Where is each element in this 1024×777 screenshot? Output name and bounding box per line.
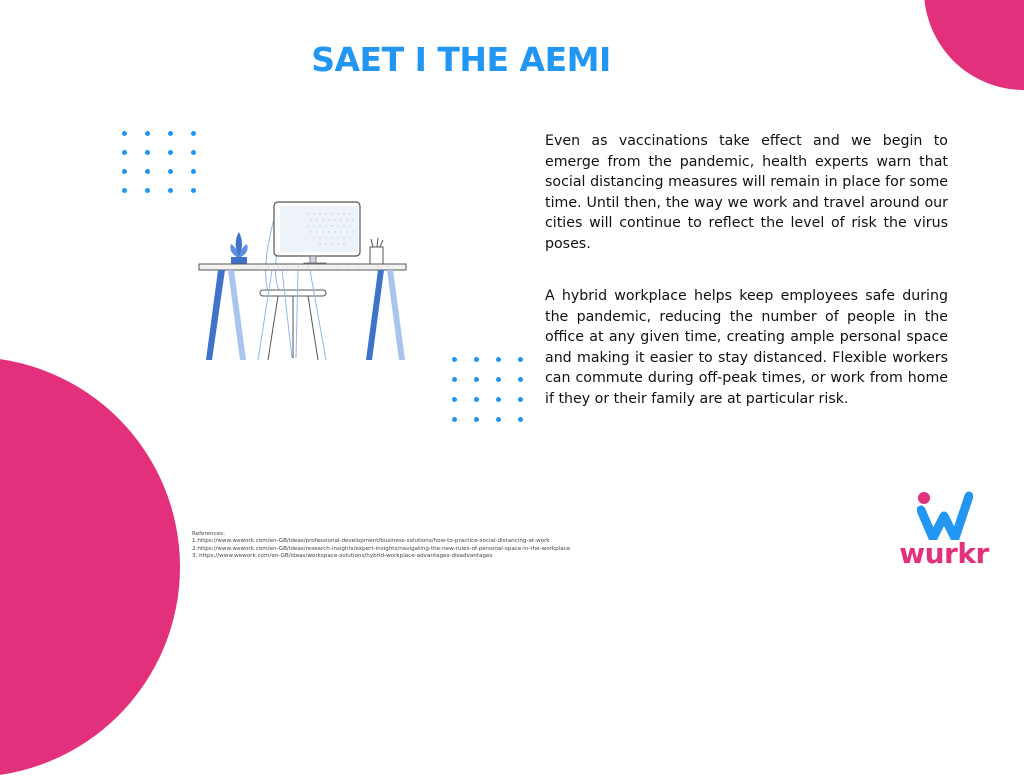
decorative-dot	[518, 397, 523, 402]
decorative-dot	[168, 131, 173, 136]
decorative-dot	[496, 417, 501, 422]
decorative-dot	[122, 188, 127, 193]
dot-pattern-top-left	[122, 131, 196, 193]
decorative-dot	[474, 377, 479, 382]
decorative-dot	[168, 150, 173, 155]
decorative-dot	[191, 131, 196, 136]
decorative-dot	[452, 417, 457, 422]
wurkr-w-mark-icon	[917, 490, 973, 540]
decorative-pink-circle-bottom	[0, 357, 180, 777]
decorative-dot	[122, 150, 127, 155]
decorative-dot	[122, 131, 127, 136]
desk-computer-illustration	[198, 200, 408, 362]
decorative-dot	[145, 150, 150, 155]
wurkr-logo-text: wurkr	[899, 537, 989, 570]
decorative-dot	[496, 357, 501, 362]
decorative-dot	[452, 397, 457, 402]
decorative-pink-circle-top	[924, 0, 1024, 90]
decorative-dot	[168, 169, 173, 174]
decorative-dot	[518, 357, 523, 362]
paragraph-hybrid-workplace: A hybrid workplace helps keep employees safe during the pandemic, reducing the number of people in the office at any given time, creating ample personal space and making it easier to stay distanced. Flexible workers can commute during off-peak times, or work from home if they or their family are at particular risk.	[545, 288, 948, 407]
reference-link[interactable]: 1.https://www.wework.com/en-GB/ideas/professional-development/business-solutions/how-to-practice-social-distancing-at-work	[192, 538, 550, 545]
decorative-dot	[518, 417, 523, 422]
references-heading: References:	[192, 531, 225, 537]
decorative-dot	[474, 357, 479, 362]
decorative-dot	[474, 417, 479, 422]
decorative-dot	[145, 188, 150, 193]
decorative-dot	[145, 169, 150, 174]
decorative-dot	[191, 188, 196, 193]
decorative-dot	[496, 377, 501, 382]
decorative-dot	[496, 397, 501, 402]
decorative-dot	[191, 150, 196, 155]
decorative-dot	[452, 357, 457, 362]
reference-link[interactable]: 2.https://www.wework.com/en-GB/ideas/research-insights/expert-insights/navigating-the-new-rules-of-personal-space-in-the-workplace	[192, 545, 571, 552]
wurkr-logo	[899, 490, 989, 574]
reference-link[interactable]: 3. https://www.wework.com/en-GB/ideas/workspace-solutions/hybrid-workplace-advantages-disadvantages	[192, 553, 493, 560]
decorative-dot	[145, 131, 150, 136]
slide-title: SAET I THE AEMI	[311, 40, 611, 79]
decorative-dot	[452, 377, 457, 382]
paragraph-social-distancing: Even as vaccinations take effect and we begin to emerge from the pandemic, health experts warn that social distancing measures will remain in place for some time. Until then, the way we work and travel around our cities will continue to reflect the level of risk the virus poses.	[545, 133, 948, 252]
dot-pattern-middle	[452, 357, 523, 422]
decorative-dot	[518, 377, 523, 382]
references-footer	[192, 531, 712, 561]
decorative-dot	[191, 169, 196, 174]
decorative-dot	[168, 188, 173, 193]
decorative-dot	[474, 397, 479, 402]
decorative-dot	[122, 169, 127, 174]
